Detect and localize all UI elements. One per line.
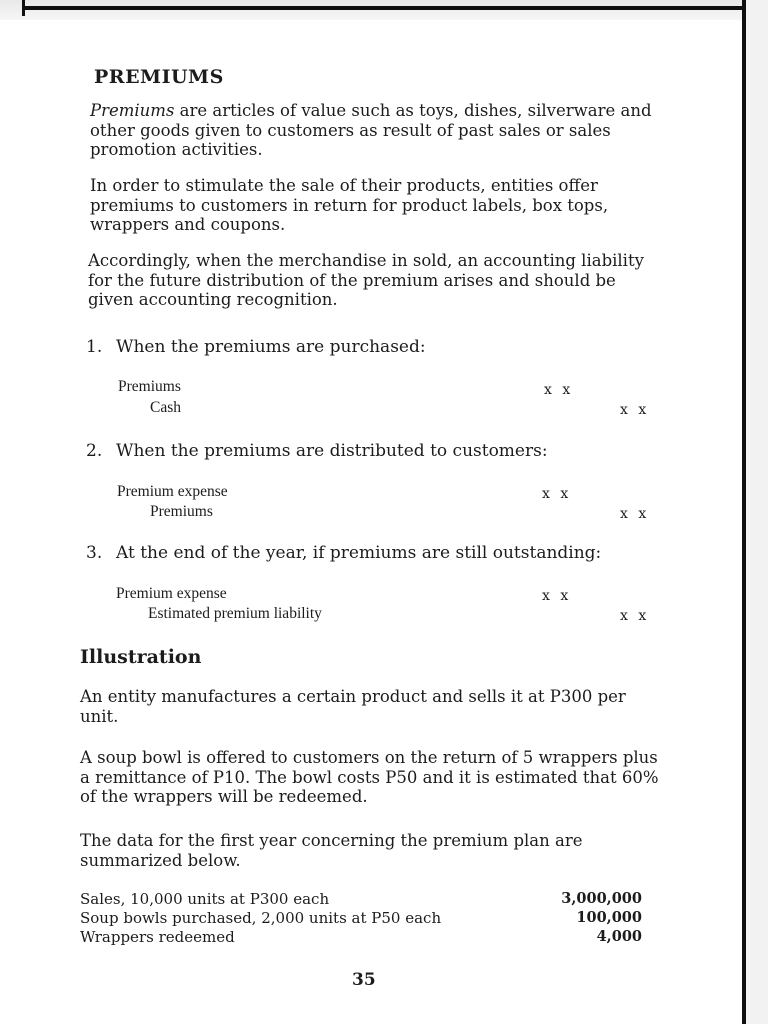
data-row-label: Wrappers redeemed	[80, 928, 235, 946]
step-3-credit-amount: x x	[620, 608, 650, 624]
step-3	[86, 543, 666, 563]
step-3-text: At the end of the year, if premiums are still outstanding:	[116, 543, 602, 563]
paragraph-stimulate: In order to stimulate the sale of their products, entities offer premiums to customers in return for product labels, box tops, wrappers and coupons.	[90, 176, 609, 234]
page-number: 35	[352, 970, 376, 990]
section-title: PREMIUMS	[94, 66, 224, 88]
step-2-credit-account: Premiums	[150, 503, 213, 520]
step-1	[86, 337, 666, 357]
step-2-debit-account: Premium expense	[117, 483, 228, 500]
step-2-text: When the premiums are distributed to customers:	[116, 441, 548, 461]
data-row-value: 100,000	[576, 909, 642, 926]
step-3-number: 3.	[86, 543, 103, 563]
illustration-heading: Illustration	[80, 646, 202, 668]
page-edge	[746, 0, 768, 1024]
step-3-credit-account: Estimated premium liability	[148, 605, 322, 622]
data-row-label: Sales, 10,000 units at P300 each	[80, 890, 330, 908]
data-row-sales	[80, 890, 642, 908]
data-row-value: 4,000	[596, 928, 642, 945]
paragraph-liability: Accordingly, when the merchandise in sold, an accounting liability for the future distribution of the premium arises and should be given accounting recognition.	[88, 251, 644, 309]
step-1-credit-amount: x x	[620, 402, 650, 418]
step-1-debit-account: Premiums	[118, 378, 181, 395]
intro-lead-term: Premiums	[90, 101, 175, 120]
illustration-paragraph-1: An entity manufactures a certain product and sells it at P300 per unit.	[80, 687, 626, 726]
data-row-soup-bowls	[80, 909, 642, 927]
step-2-debit-amount: x x	[542, 486, 572, 502]
step-1-debit-amount: x x	[544, 382, 574, 398]
step-3-debit-account: Premium expense	[116, 585, 227, 602]
data-row-label: Soup bowls purchased, 2,000 units at P50 each	[80, 909, 442, 927]
step-2-number: 2.	[86, 441, 103, 461]
data-row-wrappers	[80, 928, 642, 946]
illustration-paragraph-2: A soup bowl is offered to customers on the return of 5 wrappers plus a remittance of P10. The bowl costs P50 and it is estimated that 60% of the wrappers will be redeemed.	[80, 748, 659, 806]
data-row-value: 3,000,000	[561, 890, 642, 907]
step-2-credit-amount: x x	[620, 506, 650, 522]
step-1-text: When the premiums are purchased:	[116, 337, 426, 357]
intro-text: are articles of value such as toys, dishes, silverware and other goods given to customers as result of past sales or sales promotion activities.	[90, 101, 652, 159]
illustration-paragraph-3: The data for the first year concerning the premium plan are summarized below.	[80, 831, 583, 870]
intro-paragraph	[90, 101, 662, 160]
step-2	[86, 441, 666, 461]
step-1-credit-account: Cash	[150, 399, 181, 416]
step-3-debit-amount: x x	[542, 588, 572, 604]
step-1-number: 1.	[86, 337, 103, 357]
